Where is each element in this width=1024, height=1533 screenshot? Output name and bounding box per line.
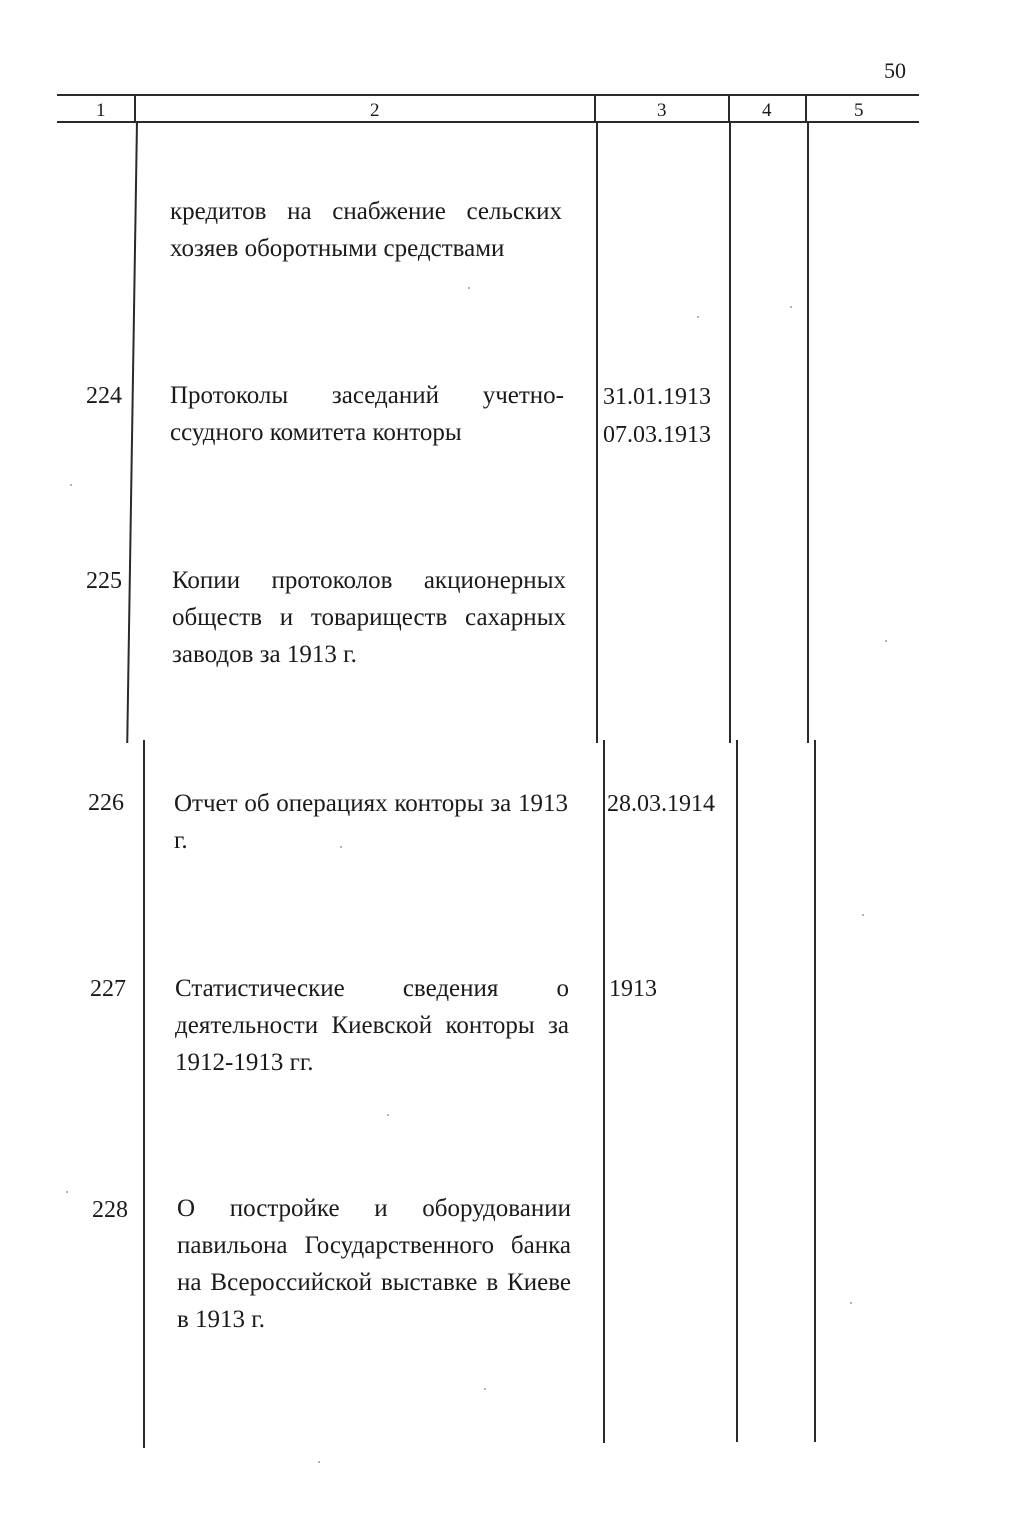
- column-divider-1-body-lower: [143, 740, 145, 1448]
- row-description: Копии протоколов акционерных обществ и товариществ сахарных заводов за 1913 г.: [172, 567, 566, 668]
- column-divider-2-body: [596, 121, 598, 743]
- column-header-5: 5: [854, 100, 864, 121]
- row-date: 07.03.1913: [603, 422, 711, 448]
- row-dates: [607, 785, 715, 823]
- page-number: 50: [884, 58, 906, 83]
- row-dates: [603, 378, 711, 454]
- scan-speck: [66, 1191, 68, 1193]
- row-number: 226: [88, 790, 124, 816]
- scan-speck: [790, 306, 792, 308]
- column-divider-3-body: [729, 121, 731, 743]
- column-divider-1-body: [126, 121, 138, 743]
- row-description: Статистические сведения о деятельности Киевской конторы за 1912-1913 гг.: [175, 975, 569, 1076]
- column-header-1: 1: [96, 100, 106, 121]
- row-number: 228: [92, 1197, 128, 1223]
- row-date: 31.01.1913: [603, 384, 711, 410]
- column-divider-4-body: [807, 121, 809, 743]
- scan-speck: [862, 914, 864, 916]
- column-header-3: 3: [657, 100, 667, 121]
- column-header-4: 4: [762, 100, 772, 121]
- scan-speck: [850, 1302, 852, 1304]
- row-dates: [609, 970, 657, 1008]
- row-number: 224: [86, 383, 122, 409]
- row-description: Отчет об операциях конторы за 1913 г.: [174, 790, 568, 854]
- scan-speck: [468, 287, 470, 289]
- column-divider-2-body-lower: [603, 740, 605, 1443]
- column-divider-2: [594, 94, 596, 122]
- column-divider-1: [134, 94, 136, 122]
- column-divider-3: [728, 94, 730, 122]
- header-top-rule: [57, 94, 919, 96]
- header-bottom-rule: [57, 121, 919, 123]
- row-number: 225: [86, 568, 122, 594]
- scan-speck: [318, 1461, 320, 1463]
- column-divider-4-body-lower: [814, 740, 816, 1442]
- scan-speck: [484, 1388, 486, 1390]
- row-description: О постройке и оборудовании павильона Государственного банка на Всероссийской выставке в Киеве в 1913 г.: [177, 1195, 571, 1333]
- scan-speck: [697, 316, 699, 318]
- column-divider-3-body-lower: [736, 740, 738, 1442]
- row-date: 28.03.1914: [607, 791, 715, 817]
- scan-speck: [70, 484, 72, 486]
- column-divider-4: [805, 94, 807, 122]
- row-description: Протоколы заседаний учетно-ссудного комитета конторы: [170, 382, 564, 446]
- row-description: кредитов на снабжение сельских хозяев оборотными средствами: [170, 198, 562, 262]
- row-date: 1913: [609, 976, 657, 1002]
- scan-speck: [885, 640, 887, 642]
- column-header-2: 2: [370, 100, 380, 121]
- row-number: 227: [90, 976, 126, 1002]
- scan-speck: [340, 846, 342, 848]
- scan-speck: [387, 1114, 389, 1116]
